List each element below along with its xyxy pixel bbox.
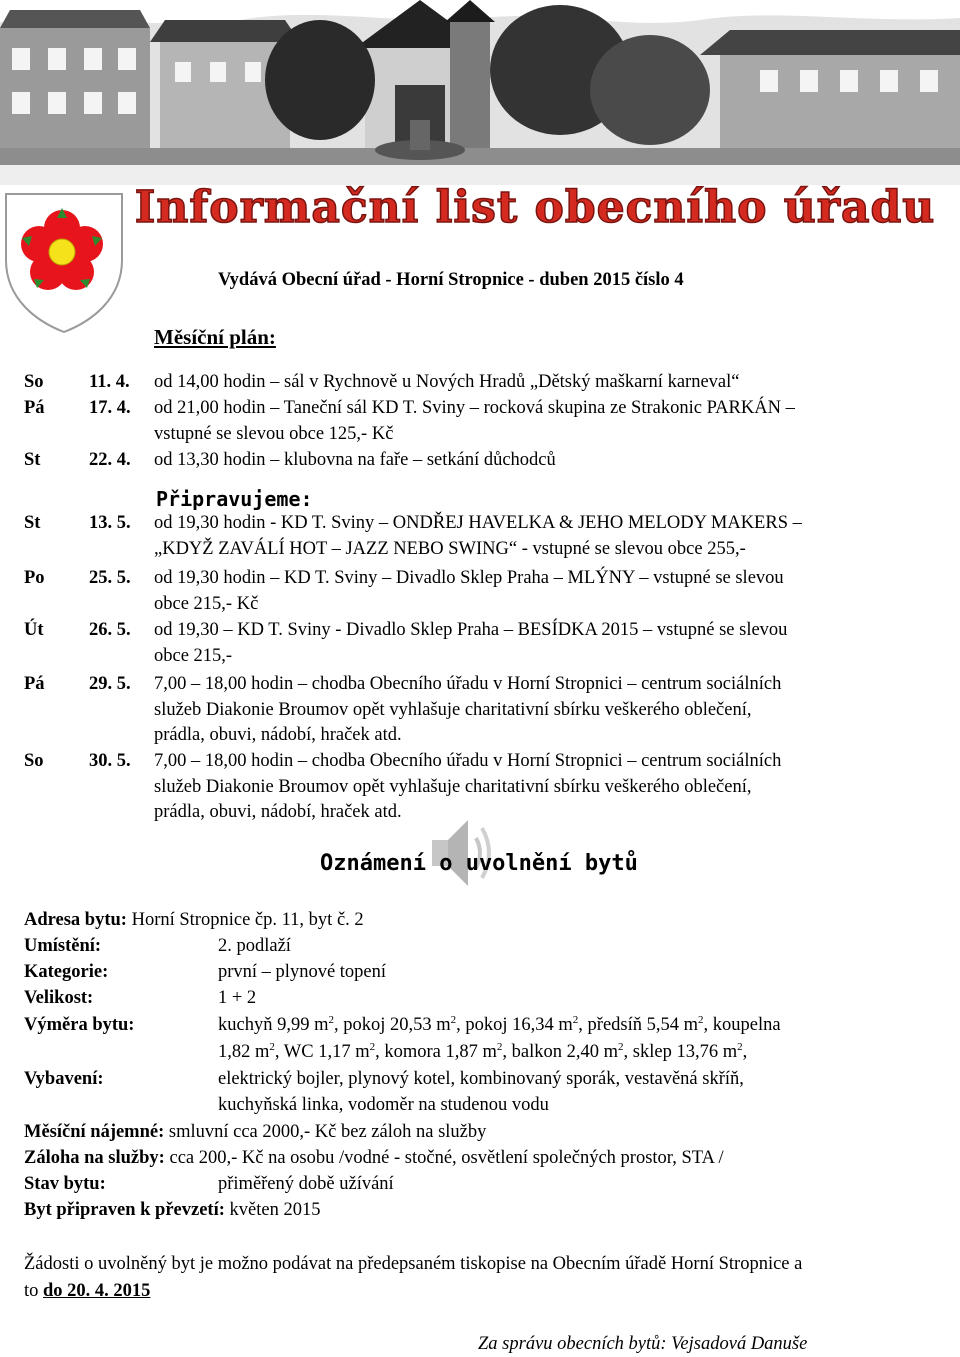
document-title — [134, 176, 936, 236]
issue-line: Vydává Obecní úřad - Horní Stropnice - duben 2015 číslo 4 — [218, 270, 684, 290]
size-label: Velikost: — [24, 988, 94, 1008]
notice-heading: Oznámení o uvolnění bytů — [320, 851, 638, 876]
event-text-line: služeb Diakonie Broumov opět vyhlašuje charitativní sbírku veškerého oblečení, — [154, 776, 752, 797]
area-line-2: 1,82 $m^2$, WC 1,17 $m^2$, komora 1,87 $m^2$, balkon 2,40 $m^2$, sklep 13,76 $m^2$, — [218, 1040, 748, 1062]
event-day: St — [24, 513, 41, 533]
event-date: 25. 5. — [89, 568, 131, 588]
monthly-plan-heading: Měsíční plán: — [154, 325, 276, 349]
address-row — [24, 908, 364, 932]
applications-line-2: to do 20. 4. 2015 — [24, 1281, 151, 1301]
coat-of-arms-icon — [0, 190, 128, 335]
event-date: 11. 4. — [89, 372, 130, 392]
event-text-line: obce 215,- Kč — [154, 593, 259, 614]
event-text-line: vstupné se slevou obce 125,- Kč — [154, 423, 394, 444]
location-label: Umístění: — [24, 936, 102, 956]
event-text-line: od 19,30 hodin – KD T. Sviny – Divadlo Sklep Praha – MLÝNY – vstupné se slevou — [154, 568, 784, 588]
event-text-line: 7,00 – 18,00 hodin – chodba Obecního úřadu v Horní Stropnici – centrum sociálních — [154, 751, 782, 771]
area-label: Výměra bytu: — [24, 1015, 135, 1035]
event-text-line: prádla, obuvi, nádobí, hraček atd. — [154, 802, 402, 822]
size-value: 1 + 2 — [218, 988, 257, 1008]
deposit-row — [24, 1146, 724, 1170]
deposit-label: Záloha na služby: — [24, 1148, 165, 1168]
event-text-line: prádla, obuvi, nádobí, hraček atd. — [154, 725, 402, 745]
equipment-line-2: kuchyňská linka, vodoměr na studenou vodu — [218, 1095, 549, 1115]
ready-row — [24, 1198, 320, 1222]
rent-row — [24, 1120, 486, 1144]
address-label: Adresa bytu: — [24, 910, 127, 930]
event-text-line: „KDYŽ ZAVÁLÍ HOT – JAZZ NEBO SWING“ - vstupné se slevou obce 255,- — [154, 538, 746, 559]
equipment-label: Vybavení: — [24, 1069, 104, 1089]
state-label: Stav bytu: — [24, 1174, 106, 1194]
event-day: St — [24, 450, 41, 470]
applications-line-1: Žádosti o uvolněný byt je možno podávat na předepsaném tiskopise na Obecním úřadě Horní Stropnice a — [24, 1254, 803, 1274]
rent-label: Měsíční nájemné: — [24, 1122, 165, 1142]
event-text-line: od 21,00 hodin – Taneční sál KD T. Sviny – rocková skupina ze Strakonic PARKÁN – — [154, 398, 795, 418]
event-text-line: od 13,30 hodin – klubovna na faře – setkání důchodců — [154, 450, 556, 470]
event-text-line: obce 215,- — [154, 645, 233, 666]
event-text-line: 7,00 – 18,00 hodin – chodba Obecního úřadu v Horní Stropnici – centrum sociálních — [154, 674, 782, 694]
state-value: přiměřený době užívání — [218, 1174, 394, 1194]
category-label: Kategorie: — [24, 962, 109, 982]
header-banner-image — [0, 0, 960, 185]
event-day: Út — [24, 620, 44, 640]
equipment-line-1: elektrický bojler, plynový kotel, kombinovaný sporák, vestavěná skříň, — [218, 1069, 744, 1089]
applications-deadline: do 20. 4. 2015 — [43, 1281, 151, 1301]
ready-label: Byt připraven k převzetí: — [24, 1200, 225, 1220]
event-day: Po — [24, 568, 45, 588]
event-text-line: od 19,30 hodin - KD T. Sviny – ONDŘEJ HAVELKA & JEHO MELODY MAKERS – — [154, 513, 802, 533]
event-day: Pá — [24, 674, 45, 694]
deposit-value: cca 200,- Kč na osobu /vodné - stočné, osvětlení společných prostor, STA / — [169, 1148, 724, 1168]
location-value: 2. podlaží — [218, 936, 291, 956]
event-text-line: služeb Diakonie Broumov opět vyhlašuje charitativní sbírku veškerého oblečení, — [154, 699, 752, 720]
rent-value: smluvní cca 2000,- Kč bez záloh na služby — [168, 1122, 487, 1142]
event-date: 30. 5. — [89, 751, 131, 771]
event-date: 17. 4. — [89, 398, 131, 418]
event-date: 22. 4. — [89, 450, 131, 470]
address-value: Horní Stropnice čp. 11, byt č. 2 — [131, 910, 364, 930]
event-day: So — [24, 372, 44, 392]
event-text-line: od 14,00 hodin – sál v Rychnově u Nových Hradů „Dětský maškarní karneval“ — [154, 372, 740, 392]
signature: Za správu obecních bytů: Vejsadová Danuše — [478, 1334, 808, 1354]
ready-value: květen 2015 — [229, 1200, 321, 1220]
preparing-heading: Připravujeme: — [156, 487, 313, 511]
document-title-text: Informační list obecního úřadu — [134, 182, 936, 233]
event-text-line: od 19,30 – KD T. Sviny - Divadlo Sklep Praha – BESÍDKA 2015 – vstupné se slevou — [154, 620, 788, 640]
event-date: 26. 5. — [89, 620, 131, 640]
event-day: Pá — [24, 398, 45, 418]
event-day: So — [24, 751, 44, 771]
event-date: 13. 5. — [89, 513, 131, 533]
event-date: 29. 5. — [89, 674, 131, 694]
category-value: první – plynové topení — [218, 962, 387, 982]
area-line-1: kuchyň 9,99 $m^2$, pokoj 20,53 $m^2$, pokoj 16,34 $m^2$, předsíň 5,54 $m^2$, koupelna — [218, 1013, 781, 1035]
